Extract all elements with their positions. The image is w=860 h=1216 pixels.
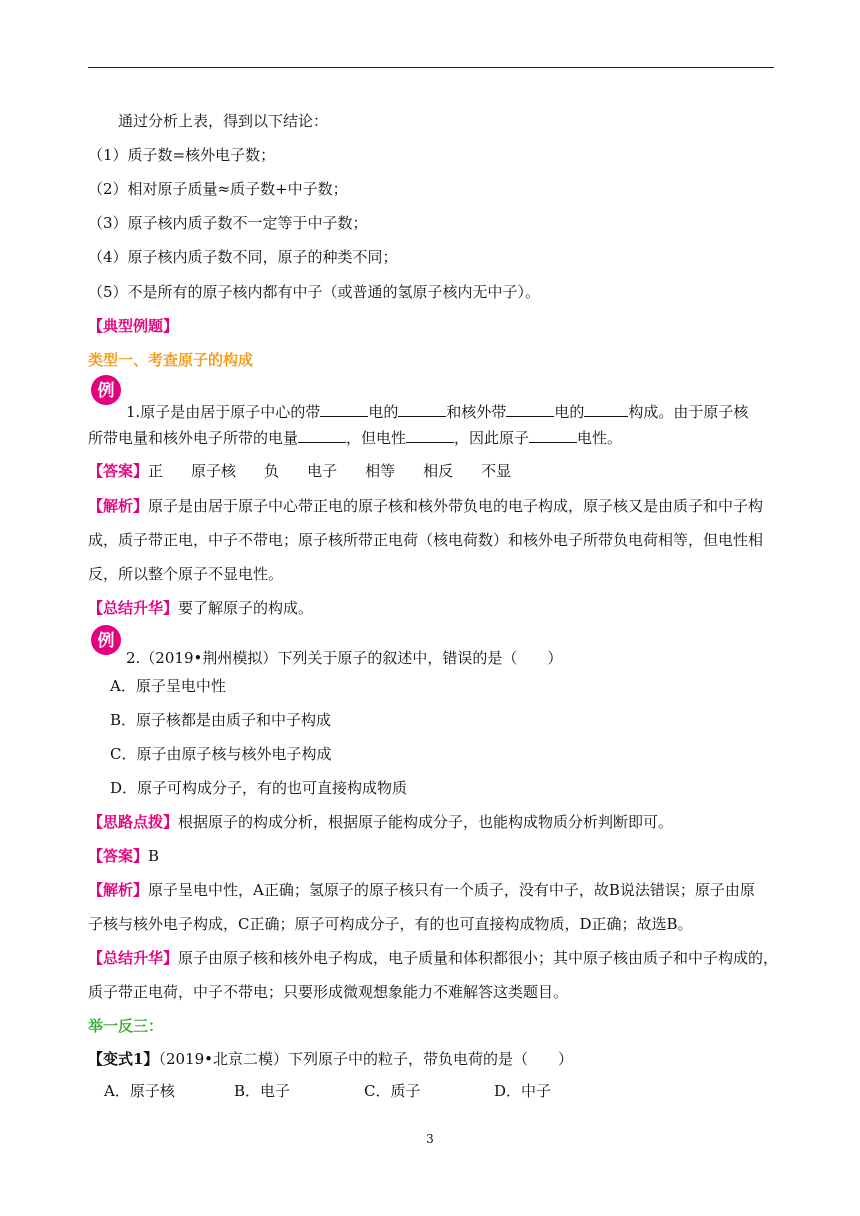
example2-question: 2.（2019•荆州模拟）下列关于原子的叙述中，错误的是（ ）: [126, 649, 563, 667]
conclusion-item-4: （4）原子核内质子数不同，原子的种类不同；: [88, 248, 398, 266]
example1-answer: 【答案】正 原子核 负 电子 相等 相反 不显: [88, 462, 512, 480]
variant1-question: 【变式1】（2019•北京二模）下列原子中的粒子，带负电荷的是（ ）: [88, 1050, 573, 1068]
example2-analysis-line1: 【解析】原子呈电中性，A正确；氢原子的原子核只有一个质子，没有中子，故B说法错误；原子由原: [88, 881, 755, 899]
conclusion-item-5: （5）不是所有的原子核内都有中子（或普通的氢原子核内无中子）。: [88, 283, 541, 301]
variant1-options: [104, 1081, 624, 1101]
example2-option-c: C．原子由原子核与核外电子构成: [110, 745, 332, 763]
example2-option-d: D．原子可构成分子，有的也可直接构成物质: [110, 779, 408, 797]
example2-hint: 【思路点拨】根据原子的构成分析，根据原子能构成分子，也能构成物质分析判断即可。: [88, 813, 674, 831]
example2-analysis-line2: 子核与核外电子构成，C正确；原子可构成分子，有的也可直接构成物质，D正确；故选B。: [88, 915, 693, 933]
example-badge-icon: [90, 624, 122, 656]
variant1-option-b: B．电子: [234, 1082, 291, 1100]
header-rule: [88, 67, 774, 68]
example1-question-line1: 1.原子是由居于原子中心的带 电的 和核外带 电的 构成。由于原子核: [126, 403, 749, 421]
blank-6[interactable]: [406, 428, 454, 443]
blank-7[interactable]: [529, 428, 577, 443]
blank-1[interactable]: [320, 402, 368, 417]
conclusion-intro: 通过分析上表，得到以下结论：: [118, 112, 329, 130]
svg-text:例: 例: [97, 381, 115, 401]
example2-summary-line1: 【总结升华】原子由原子核和核外电子构成，电子质量和体积都很小；其中原子核由质子和中子构成的，: [88, 949, 779, 967]
conclusion-item-2: （2）相对原子质量≈质子数+中子数；: [88, 180, 348, 198]
conclusion-item-1: （1）质子数=核外电子数；: [88, 146, 276, 164]
blank-5[interactable]: [298, 428, 346, 443]
example2-option-a: A．原子呈电中性: [110, 677, 226, 695]
example1-question-line2: 所带电量和核外电子所带的电量 ，但电性 ，因此原子 电性。: [88, 429, 623, 447]
blank-3[interactable]: [506, 402, 554, 417]
example1-analysis-line1: 【解析】原子是由居于原子中心带正电的原子核和核外带负电的电子构成，原子核又是由质子和中子构: [88, 497, 764, 515]
section-title: 【典型例题】: [88, 317, 179, 335]
variant1-option-a: A．原子核: [104, 1082, 175, 1100]
svg-text:例: 例: [97, 631, 115, 651]
example1-analysis-line3: 反，所以整个原子不显电性。: [88, 565, 284, 583]
example2-summary-line2: 质子带正电荷，中子不带电；只要形成微观想象能力不难解答这类题目。: [88, 983, 569, 1001]
blank-2[interactable]: [398, 402, 446, 417]
example2-answer: 【答案】B: [88, 847, 160, 865]
example-badge-icon: [90, 374, 122, 406]
variant1-option-d: D．中子: [494, 1082, 552, 1100]
variant1-option-c: C．质子: [364, 1082, 421, 1100]
type-title: 类型一、考查原子的构成: [88, 351, 254, 369]
example1-summary: 【总结升华】要了解原子的构成。: [88, 599, 314, 617]
example2-option-b: B．原子核都是由质子和中子构成: [110, 711, 332, 729]
example1-analysis-line2: 成，质子带正电，中子不带电；原子核所带正电荷（核电荷数）和核外电子所带负电荷相等，但电性相: [88, 531, 764, 549]
page-number: 3: [426, 1132, 434, 1146]
blank-4[interactable]: [584, 402, 628, 417]
conclusion-item-3: （3）原子核内质子数不一定等于中子数；: [88, 214, 368, 232]
practice-title: 举一反三：: [88, 1017, 164, 1035]
